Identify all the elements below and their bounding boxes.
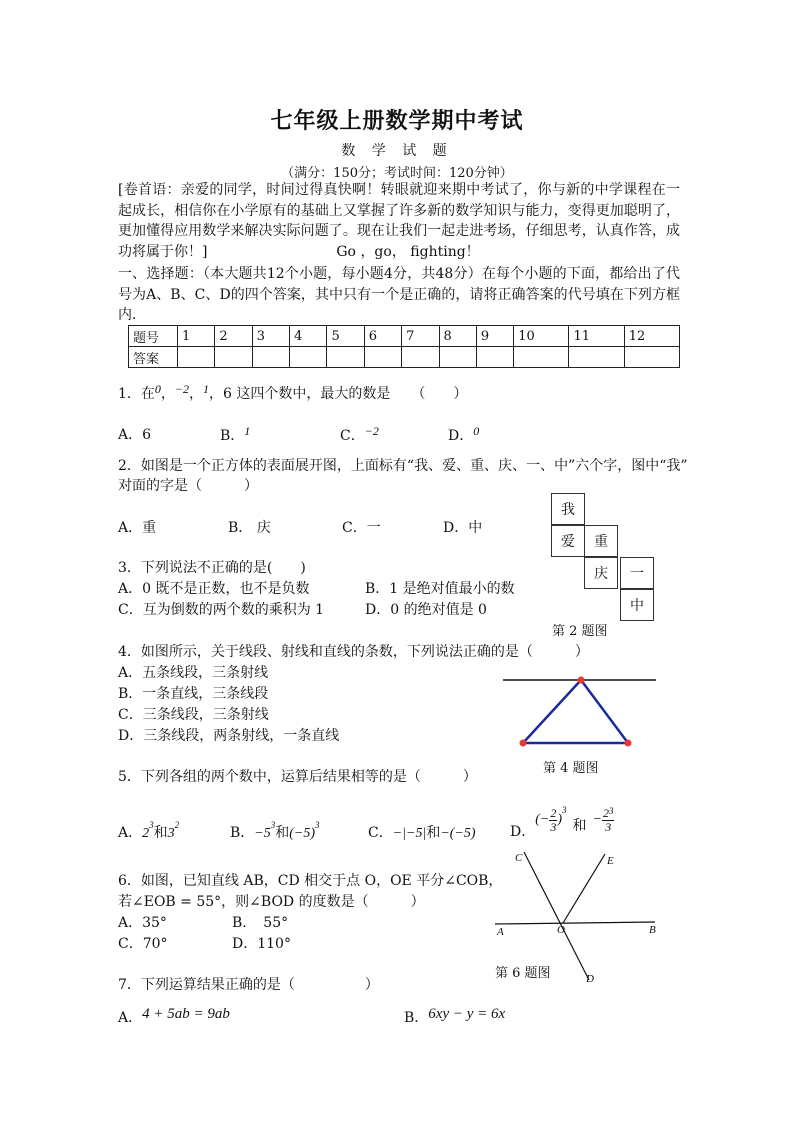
preface <box>118 180 680 262</box>
question-5-stem: 5．下列各组的两个数中，运算后结果相等的是（ ） <box>118 769 477 785</box>
q5-d-exp: 3 <box>608 805 614 816</box>
q5-c-label: C． <box>368 825 393 841</box>
q1-option-d-label: D． <box>448 428 474 444</box>
q1-sep: ， <box>160 386 175 402</box>
answer-cell[interactable] <box>327 347 364 368</box>
table-cell: 1 <box>178 326 215 347</box>
table-cell: 5 <box>327 326 364 347</box>
q4-option-d: D．三条线段，两条射线，一条直线 <box>118 728 340 744</box>
q5-d-denominator: 3 <box>605 819 612 834</box>
answer-cell[interactable] <box>476 347 513 368</box>
q5-b-exp: 3 <box>270 820 276 830</box>
q5-d-and: 和 <box>572 818 587 834</box>
q7-option-b <box>404 1006 505 1027</box>
table-cell: 12 <box>624 326 679 347</box>
q7-b-expr: 6xy − y = 6x <box>428 1006 506 1022</box>
q6-option-a: A．35° <box>118 915 167 931</box>
q5-a-label: A． <box>118 825 143 841</box>
q4-option-a: A．五条线段，三条射线 <box>118 665 269 681</box>
q5-d-denominator: 3 <box>550 819 557 834</box>
answer-cell[interactable] <box>624 347 679 368</box>
table-cell: 3 <box>252 326 289 347</box>
q7-option-a <box>118 1006 230 1027</box>
q1-n0: 0 <box>154 382 161 396</box>
q6-option-b: B． 55° <box>232 915 289 931</box>
table-cell: 7 <box>402 326 439 347</box>
q2-option-c: C．一 <box>342 520 381 536</box>
point <box>520 740 527 747</box>
q5-a-exp: 3 <box>149 820 154 830</box>
q7-a-expr: 4 + 5ab = 9ab <box>142 1006 230 1022</box>
q1-option-b-value: 1 <box>244 424 251 438</box>
cube-face: 中 <box>620 589 654 621</box>
point <box>578 677 585 684</box>
q5-b-and: 和 <box>275 825 290 841</box>
q3-option-d: D．0 的绝对值是 0 <box>365 602 487 618</box>
answer-cell[interactable] <box>290 347 327 368</box>
q5-b-label: B． <box>230 825 255 841</box>
ray-oe <box>563 854 605 923</box>
line-ab <box>495 922 655 924</box>
q1-option-d-value: 0 <box>473 424 480 438</box>
cube-face: 重 <box>584 525 618 557</box>
q5-d-exp: 3 <box>562 805 567 815</box>
segment <box>581 680 628 743</box>
preface-text: [卷首语：亲爱的同学，时间过得真快啊！转眼就迎来期中考试了，你与新的中学课程在一起成长，相信你在小学原有的基础上又掌握了许多新的数学知识与能力，变得更加聪明了，更加懂得应用数学来解决实际问题了。现在让我们一起走进考场，仔细思考，认真作答，成功将属于你！] <box>118 182 680 260</box>
q6-option-d: D．110° <box>232 936 291 952</box>
q1-option-b <box>220 424 250 445</box>
q1-option-d <box>448 424 479 445</box>
q3-option-b: B．1 是绝对值最小的数 <box>365 581 515 597</box>
q1-n1: −2 <box>174 382 190 396</box>
question-2-line1: 2．如图是一个正方体的表面展开图，上面标有“我、爱、重、庆、一、中”六个字，图中“我” <box>118 458 688 474</box>
q2-option-a: A．重 <box>118 520 157 536</box>
q7-a-label: A． <box>118 1010 143 1026</box>
q5-option-d <box>510 800 614 840</box>
table-answer-label: 答案 <box>129 347 178 368</box>
section-instructions: 一、选择题：（本大题共12个小题，每小题4分，共48分）在每个小题的下面，都给出了代号为A、B、C、D的四个答案，其中只有一个是正确的，请将正确答案的代号填在下列方框内． <box>118 266 680 323</box>
q7-b-label: B． <box>404 1010 429 1026</box>
figure-2-caption: 第 2 题图 <box>552 624 608 639</box>
table-cell: 4 <box>290 326 327 347</box>
q1-post: ，6 这四个数中，最大的数是 （ ） <box>209 386 468 402</box>
figure-6-caption: 第 6 题图 <box>495 966 551 981</box>
answer-cell[interactable] <box>439 347 476 368</box>
table-row-numbers <box>129 326 680 347</box>
q5-c-and: 和 <box>426 825 441 841</box>
q4-option-b: B．一条直线，三条线段 <box>118 686 269 702</box>
q2-option-d: D．中 <box>443 520 483 536</box>
q3-option-a: A．0 既不是正数，也不是负数 <box>118 581 310 597</box>
cube-face: 我 <box>551 493 585 525</box>
page-title: 七年级上册数学期中考试 <box>270 108 524 134</box>
q5-d-fraction <box>602 807 615 834</box>
question-6-line1: 6．如图，已知直线 AB，CD 相交于点 O，OE 平分∠COB， <box>118 873 503 889</box>
q1-n2: 1 <box>203 382 210 396</box>
label-c: C <box>515 852 523 864</box>
question-1-stem <box>118 382 467 403</box>
q5-d-neg: − <box>592 812 602 827</box>
q1-option-a: A．6 <box>118 427 152 443</box>
question-7-stem: 7．下列运算结果正确的是（ ） <box>118 977 379 993</box>
q5-b-expr: (−5) <box>289 826 316 841</box>
point <box>625 740 632 747</box>
label-e: E <box>607 855 614 867</box>
table-cell: 9 <box>476 326 513 347</box>
figure-4-caption: 第 4 题图 <box>543 761 599 776</box>
preface-slogan: Go ，go， fighting！ <box>336 243 480 260</box>
cube-face: 爱 <box>551 525 585 557</box>
q5-a-and: 和 <box>153 825 168 841</box>
table-cell: 11 <box>569 326 624 347</box>
page-subtitle: 数 学 试 题 <box>341 143 453 159</box>
q5-a-base: 2 <box>142 826 150 841</box>
label-o: O <box>557 924 565 936</box>
question-6-line2: 若∠EOB = 55°，则∠BOD 的度数是（ ） <box>118 894 425 910</box>
question-3-stem: 3．下列说法不正确的是( ) <box>118 560 306 576</box>
q1-pre: 1．在 <box>118 386 155 402</box>
triangle-figure <box>498 670 663 755</box>
line-cd <box>524 852 589 980</box>
table-cell: 10 <box>514 326 569 347</box>
q1-sep: ， <box>189 386 204 402</box>
q5-d-paren: ) <box>557 812 563 827</box>
q1-option-b-label: B． <box>220 428 245 444</box>
table-header-label: 题号 <box>129 326 178 347</box>
q5-c-expr: −(−5) <box>440 826 476 841</box>
table-cell: 2 <box>215 326 252 347</box>
cube-face: 一 <box>620 557 654 589</box>
answer-cell[interactable] <box>364 347 401 368</box>
answer-cell[interactable] <box>178 347 215 368</box>
answer-cell[interactable] <box>215 347 252 368</box>
q1-option-c-value: −2 <box>364 424 379 438</box>
label-a: A <box>497 926 504 938</box>
table-cell: 8 <box>439 326 476 347</box>
q5-d-label: D． <box>510 824 536 840</box>
question-2-line2: 对面的字是（ ） <box>118 478 258 494</box>
q5-d-paren: (− <box>535 812 550 827</box>
answer-cell[interactable] <box>402 347 439 368</box>
answer-cell[interactable] <box>514 347 569 368</box>
segment <box>523 680 581 743</box>
table-row-answers <box>129 347 680 368</box>
q1-option-c <box>340 424 379 445</box>
question-4-stem: 4．如图所示，关于线段、射线和直线的条数，下列说法正确的是（ ） <box>118 644 589 660</box>
q6-option-c: C．70° <box>118 936 168 952</box>
q5-a-base: 3 <box>167 826 175 841</box>
q5-b-exp: 3 <box>315 820 320 830</box>
answer-table <box>128 325 680 368</box>
q5-option-b <box>230 822 320 842</box>
table-cell: 6 <box>364 326 401 347</box>
answer-cell[interactable] <box>252 347 289 368</box>
q5-a-exp: 2 <box>174 820 180 830</box>
q5-option-a <box>118 822 179 842</box>
q5-c-expr: −|−5| <box>392 826 427 841</box>
q2-option-b: B． 庆 <box>228 520 271 536</box>
answer-cell[interactable] <box>569 347 624 368</box>
q5-b-expr: −5 <box>254 826 271 841</box>
q4-option-c: C．三条线段，三条射线 <box>118 707 269 723</box>
q5-option-c <box>368 822 476 842</box>
q1-option-c-label: C． <box>340 428 365 444</box>
label-d: D <box>586 973 594 985</box>
cube-face: 庆 <box>584 557 618 589</box>
q5-d-numerator: 2 <box>550 805 557 820</box>
label-b: B <box>649 924 656 936</box>
q3-option-c: C．互为倒数的两个数的乘积为 1 <box>118 602 325 618</box>
exam-meta: （满分：150分；考试时间：120分钟） <box>281 166 513 181</box>
q5-d-numerator: 2 <box>602 805 609 820</box>
